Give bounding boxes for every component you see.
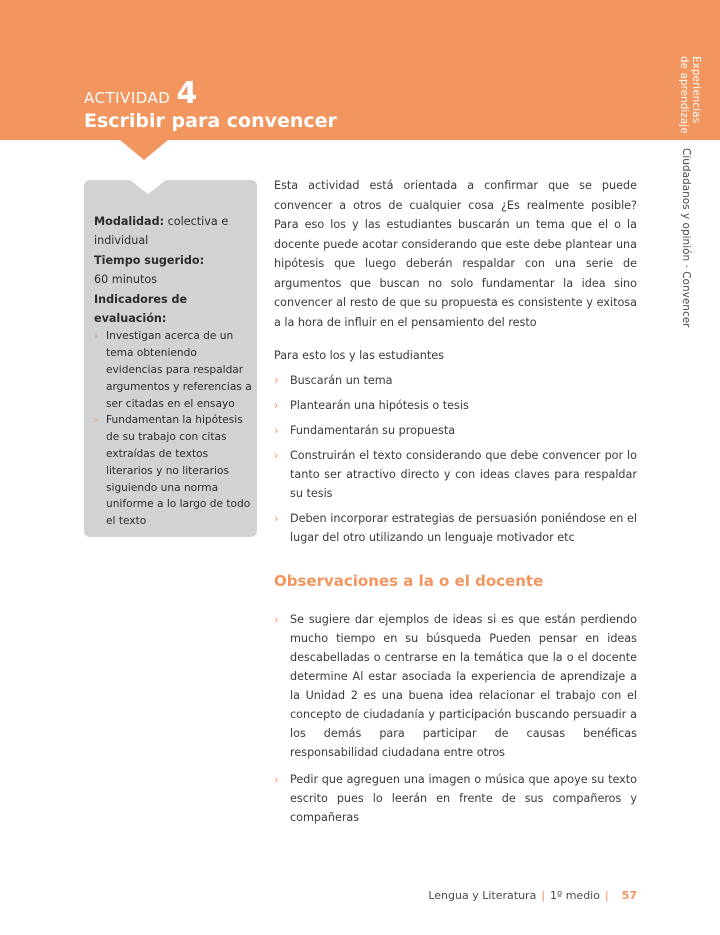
activity-title: Escribir para convencer (84, 110, 337, 132)
indicadores-label: Indicadores de evaluación: (94, 292, 188, 326)
list-item: › Fundamentan la hipótesis de su trabajo con citas extraídas de textos literarios y no literarios siguiendo una norma uniforme a lo largo de todo el texto (94, 414, 251, 528)
observaciones-content (274, 610, 637, 835)
footer-level: 1º medio (550, 889, 600, 902)
list-item: › Pedir que agreguen una imagen o música que apoye su texto escrito pues lo leerán en frente de sus compañeros y compañeras (274, 770, 637, 827)
modalidad-label: Modalidad: (94, 215, 165, 228)
intro-paragraph: Esta actividad está orientada a confirmar que se puede convencer a otros de cualquier cosa ¿Es realmente posible? Para eso los y las estudiantes buscarán un tema que el o la docente puede acotar considerando que este debe plantear una hipótesis que luego deberán respaldar con una serie de argumentos que buscan no solo fundamentar la idea sino convencer al resto de que su propuesta es consistente y exitosa a la hora de influir en el pensamiento del resto (274, 179, 637, 329)
list-item: › Buscarán un tema (274, 371, 637, 390)
bullet-icon: › (94, 414, 99, 427)
steps-list (274, 371, 637, 547)
list-item: › Investigan acerca de un tema obteniendo evidencias para respaldar argumentos y referencias a ser citadas en el ensayo (94, 330, 252, 410)
list-item: › Se sugiere dar ejemplos de ideas si es que están perdiendo mucho tiempo en su búsqueda Pueden pensar en ideas descabelladas o centrarse en la temática que la o el docente determine Al estar asociada la experiencia de aprendizaje a la Unidad 2 es una buena idea relacionar el trabajo con el concepto de ciudadanía y participación buscando persuadir a los demás para participar de causas benéficas responsabilidad ciudadana entre otros (274, 610, 637, 762)
footer-separator: | (541, 889, 546, 902)
tiempo-label: Tiempo sugerido: (94, 253, 205, 267)
bullet-icon: › (274, 374, 279, 387)
steps-intro: Para esto los y las estudiantes (274, 349, 444, 362)
activity-label (84, 76, 198, 111)
bullet-icon: › (274, 613, 279, 626)
main-content (274, 176, 637, 547)
page-footer (428, 889, 637, 902)
bullet-icon: › (274, 512, 279, 525)
side-line-2: de aprendizaje (678, 56, 690, 134)
modalidad (94, 212, 252, 251)
activity-word: ACTIVIDAD (84, 89, 171, 107)
list-item: › Plantearán una hipótesis o tesis (274, 396, 637, 415)
observaciones-title: Observaciones a la o el docente (274, 572, 544, 590)
indicadores-list (94, 328, 252, 530)
footer-subject: Lengua y Literatura (428, 889, 537, 902)
modalidad-value: colectiva e individual (94, 215, 229, 248)
activity-number: 4 (176, 76, 198, 111)
bullet-icon: › (94, 330, 99, 343)
side-line-1: Experiencias (690, 56, 702, 123)
page-number: 57 (621, 889, 637, 902)
bullet-icon: › (274, 773, 279, 786)
side-unit-label: Ciudadanos y opinión · Convencer (680, 148, 692, 328)
bullet-icon: › (274, 424, 279, 437)
footer-separator: | (604, 889, 609, 902)
bullet-icon: › (274, 449, 279, 462)
list-item: › Construirán el texto considerando que debe convencer por lo tanto ser atractivo directo y con ideas claves para respaldar su tesis (274, 446, 637, 503)
banner-pointer (120, 140, 168, 160)
info-box-notch (130, 180, 166, 194)
tiempo-value: 60 minutos (94, 273, 158, 287)
list-item: › Fundamentarán su propuesta (274, 421, 637, 440)
bullet-icon: › (274, 399, 279, 412)
list-item: › Deben incorporar estrategias de persuasión poniéndose en el lugar del otro utilizando un lenguaje motivador etc (274, 509, 637, 547)
info-box-content (94, 212, 252, 530)
observaciones-list (274, 610, 637, 827)
